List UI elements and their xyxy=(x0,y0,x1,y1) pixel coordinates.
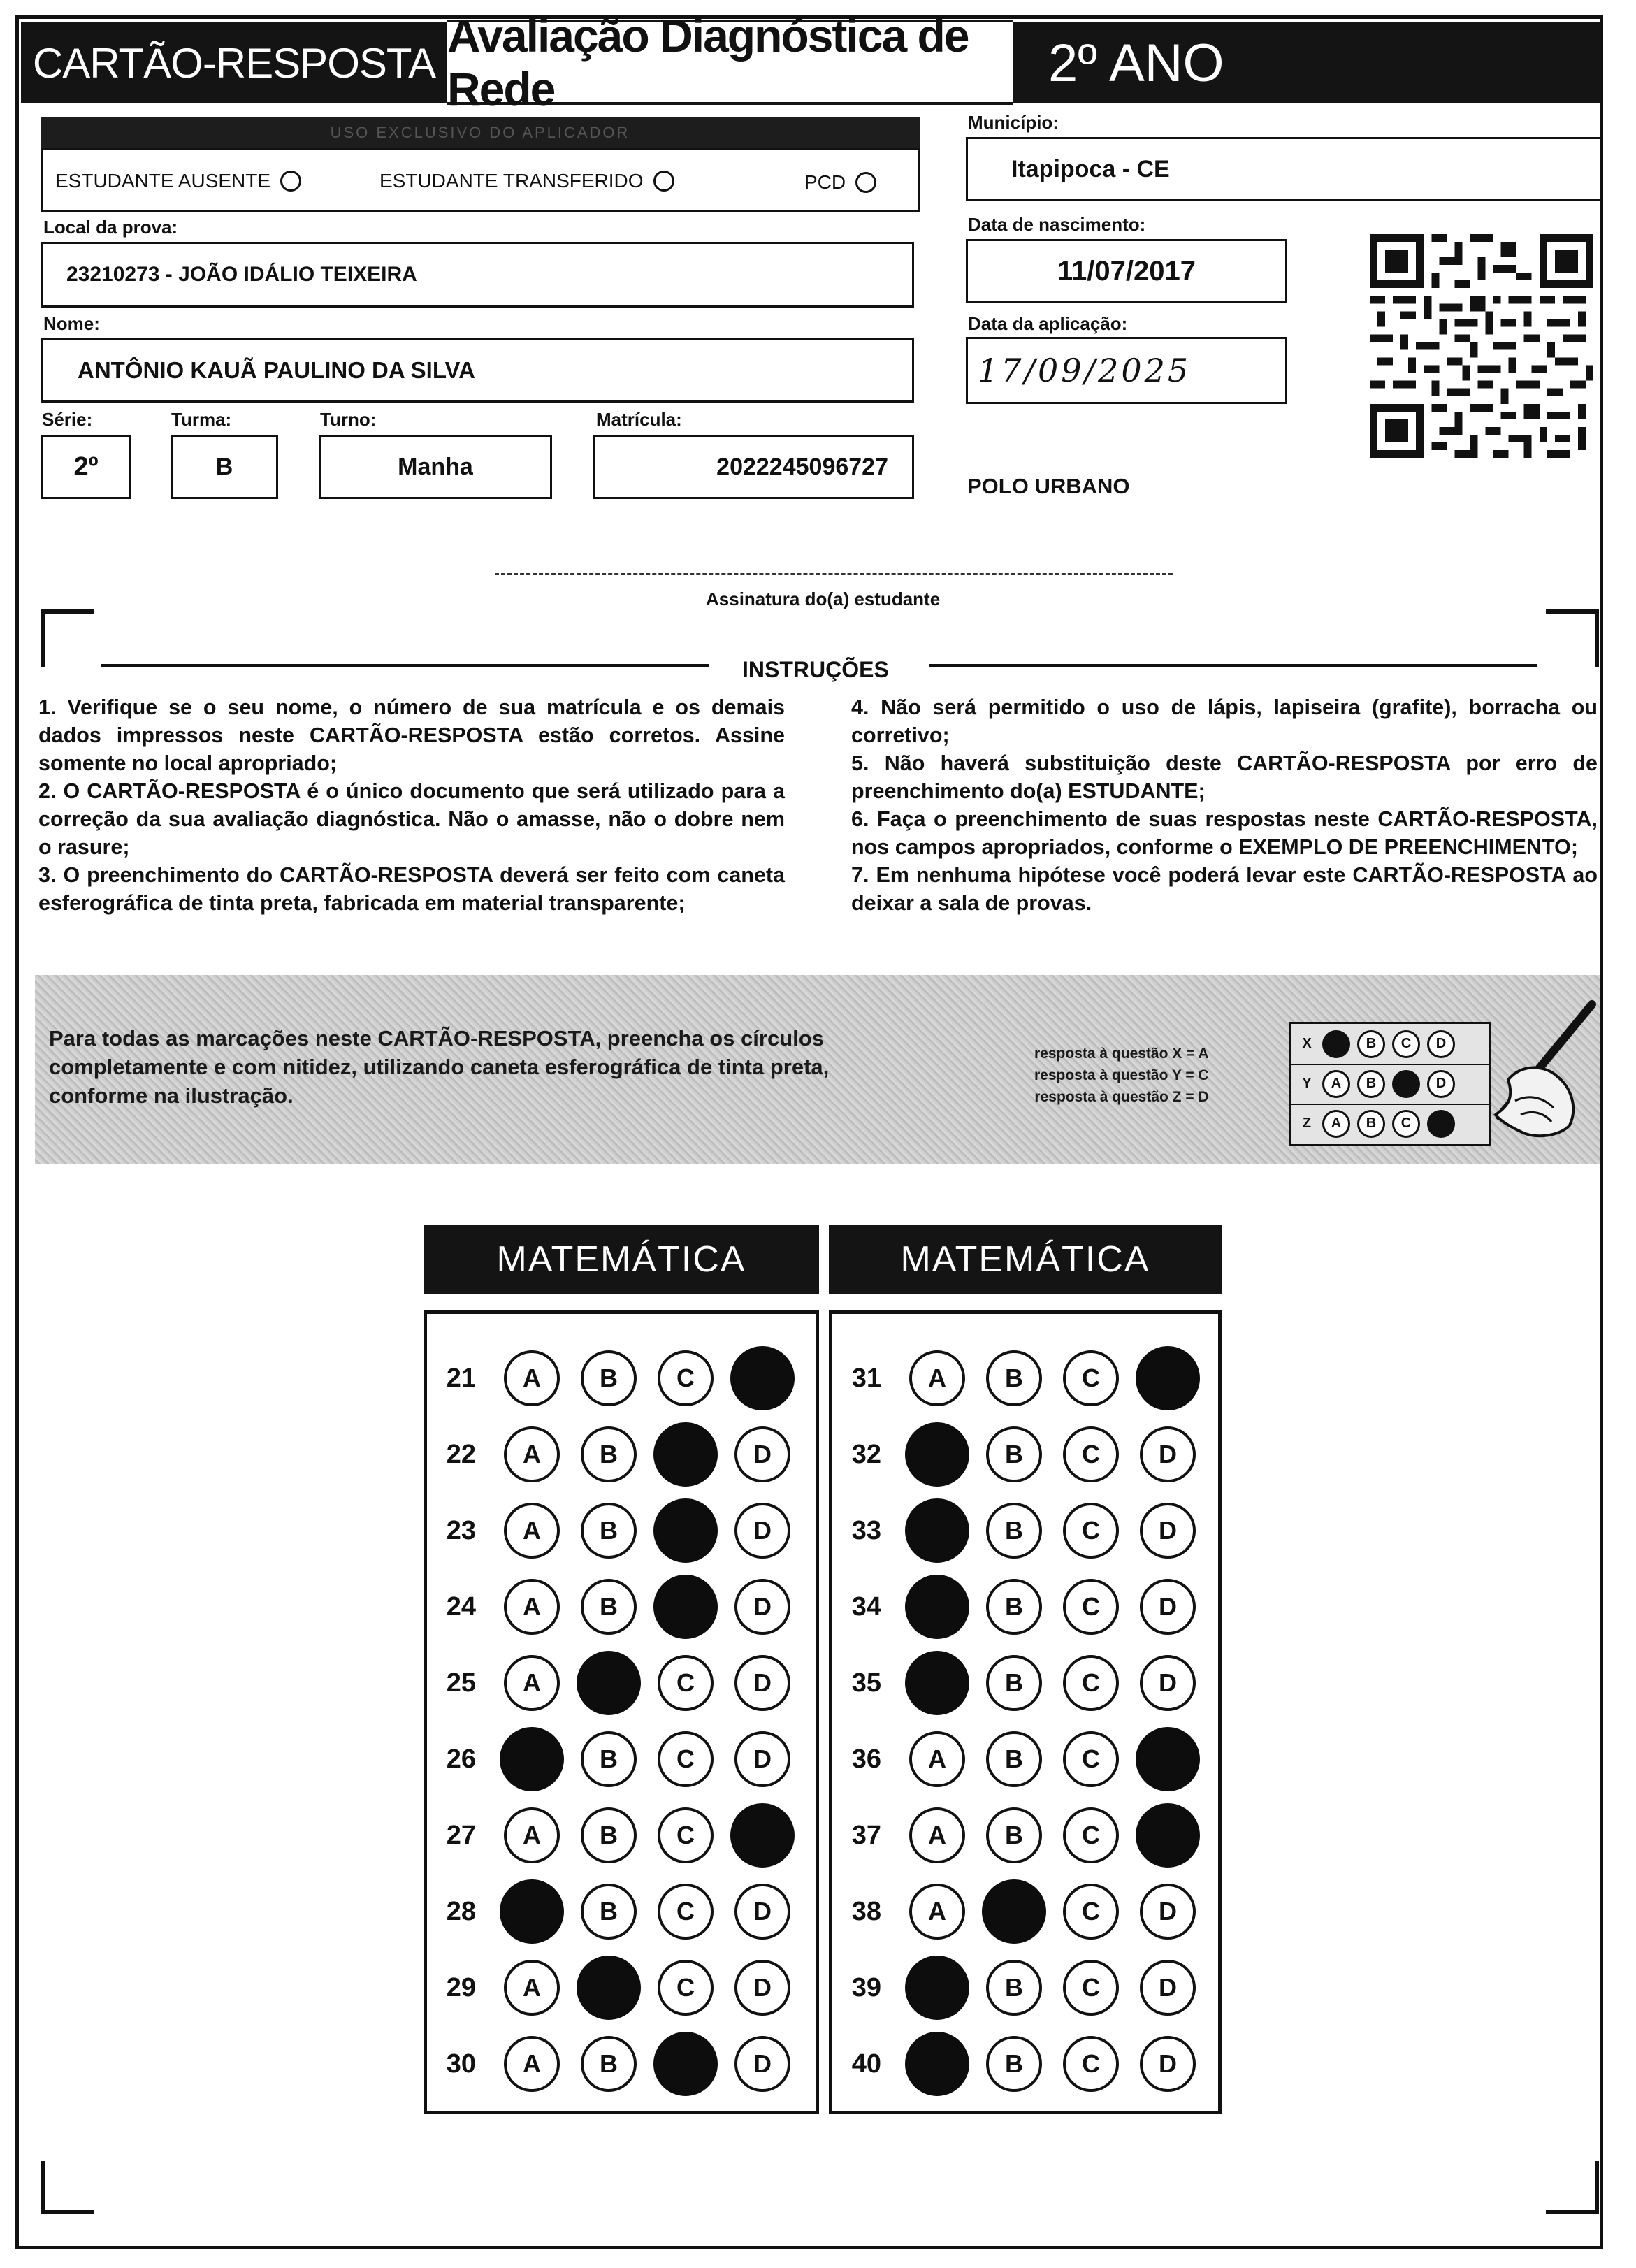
application-date-field[interactable]: 17/09/2025 xyxy=(966,337,1287,404)
question-row-28 xyxy=(427,1877,790,1946)
card-title: CARTÃO-RESPOSTA xyxy=(21,22,447,103)
instructions-rule-right xyxy=(929,664,1537,667)
matricula-field: 2022245096727 xyxy=(593,435,914,499)
example-row xyxy=(1291,1104,1489,1143)
answer-bubble-34-d[interactable]: D xyxy=(1140,1579,1196,1635)
serie-label: Série: xyxy=(42,409,93,430)
example-bubble-c: C xyxy=(1392,1110,1420,1138)
answer-bubble-30-d[interactable]: D xyxy=(734,2036,790,2092)
municipio-field: Itapipoca - CE xyxy=(966,137,1602,201)
answer-bubble-31-a[interactable]: A xyxy=(909,1350,965,1406)
example-bubble-c xyxy=(1392,1070,1420,1098)
question-number: 33 xyxy=(851,1515,881,1545)
question-row-34 xyxy=(832,1572,1196,1642)
answer-bubble-27-c[interactable]: C xyxy=(658,1807,714,1863)
question-number: 25 xyxy=(446,1668,476,1698)
question-row-24 xyxy=(427,1572,790,1642)
example-row-key: Z xyxy=(1302,1115,1312,1131)
municipio-label: Município: xyxy=(968,112,1059,133)
answer-bubble-37-d[interactable] xyxy=(1136,1803,1200,1868)
option-transferred-label: ESTUDANTE TRANSFERIDO xyxy=(379,170,644,192)
transferred-circle[interactable] xyxy=(653,171,674,192)
corner-mark-tr xyxy=(1546,609,1599,667)
answer-bubble-33-d[interactable]: D xyxy=(1140,1503,1196,1559)
answer-bubble-37-a[interactable]: A xyxy=(909,1807,965,1863)
question-row-25 xyxy=(427,1648,790,1718)
answer-bubble-27-a[interactable]: A xyxy=(504,1807,560,1863)
example-row-key: X xyxy=(1302,1036,1312,1051)
example-bubble-c: C xyxy=(1392,1030,1420,1058)
answer-bubble-40-b[interactable]: B xyxy=(986,2036,1042,2092)
answer-bubble-29-d[interactable]: D xyxy=(734,1960,790,2016)
local-field: 23210273 - JOÃO IDÁLIO TEIXEIRA xyxy=(41,242,914,308)
question-number: 37 xyxy=(851,1820,881,1850)
answer-bubble-36-a[interactable]: A xyxy=(909,1731,965,1787)
question-row-35 xyxy=(832,1648,1196,1718)
exam-title: Avaliação Diagnóstica de Rede xyxy=(447,20,1013,105)
example-row xyxy=(1291,1024,1489,1065)
answer-bubble-38-b[interactable] xyxy=(982,1879,1046,1944)
question-number: 22 xyxy=(446,1439,476,1469)
question-row-21 xyxy=(427,1343,790,1413)
example-text: Para todas as marcações neste CARTÃO-RESPOSTA, preencha os círculos completamente e com nitidez, utilizando caneta esferográfica de tinta preta, conforme na ilustração. xyxy=(49,1026,830,1108)
question-row-37 xyxy=(832,1800,1196,1870)
example-grid xyxy=(1289,1022,1491,1146)
answer-bubble-32-d[interactable]: D xyxy=(1140,1426,1196,1482)
question-number: 30 xyxy=(446,2049,476,2079)
question-number: 40 xyxy=(851,2049,881,2079)
answer-bubble-29-c[interactable]: C xyxy=(658,1960,714,2016)
answer-bubble-30-a[interactable]: A xyxy=(504,2036,560,2092)
qr-code xyxy=(1370,234,1593,458)
answer-bubble-34-c[interactable]: C xyxy=(1063,1579,1119,1635)
signature-line[interactable] xyxy=(495,573,1173,575)
option-absent-label: ESTUDANTE AUSENTE xyxy=(55,170,271,192)
instruction-1: 1. Verifique se o seu nome, o número de sua matrícula e os demais dados impressos neste CARTÃO-RESPOSTA estão corretos. Assine somente no local apropriado; xyxy=(38,695,785,775)
question-row-27 xyxy=(427,1800,790,1870)
answer-bubble-31-d[interactable] xyxy=(1136,1346,1200,1410)
instruction-3: 3. O preenchimento do CARTÃO-RESPOSTA deverá ser feito com caneta esferográfica de tinta preta, fabricada em material transparente; xyxy=(38,863,785,915)
answer-bubble-37-b[interactable]: B xyxy=(986,1807,1042,1863)
answer-bubble-38-c[interactable]: C xyxy=(1063,1884,1119,1940)
question-number: 26 xyxy=(446,1744,476,1774)
option-pcd[interactable] xyxy=(804,171,876,194)
answer-bubble-36-b[interactable]: B xyxy=(986,1731,1042,1787)
answer-bubble-24-b[interactable]: B xyxy=(581,1579,637,1635)
absent-circle[interactable] xyxy=(280,171,301,192)
example-bubble-a xyxy=(1322,1030,1350,1058)
answer-bubble-25-d[interactable]: D xyxy=(734,1655,790,1711)
question-row-29 xyxy=(427,1953,790,2023)
question-number: 21 xyxy=(446,1363,476,1393)
example-bubble-b: B xyxy=(1357,1070,1385,1098)
question-number: 39 xyxy=(851,1972,881,2002)
answer-bubble-39-b[interactable]: B xyxy=(986,1960,1042,2016)
question-number: 27 xyxy=(446,1820,476,1850)
turno-field: Manha xyxy=(319,435,552,499)
answer-bubble-34-a[interactable] xyxy=(905,1575,969,1639)
answer-bubble-22-a[interactable]: A xyxy=(504,1426,560,1482)
answer-bubble-36-d[interactable] xyxy=(1136,1727,1200,1791)
answer-bubble-28-d[interactable]: D xyxy=(734,1884,790,1940)
question-number: 34 xyxy=(851,1591,881,1621)
answer-bubble-30-b[interactable]: B xyxy=(581,2036,637,2092)
option-transferred[interactable] xyxy=(379,170,674,192)
example-row xyxy=(1291,1064,1489,1105)
question-row-30 xyxy=(427,2029,790,2099)
answer-bubble-33-b[interactable]: B xyxy=(986,1503,1042,1559)
birthdate-label: Data de nascimento: xyxy=(968,214,1146,235)
answer-bubble-38-a[interactable]: A xyxy=(909,1884,965,1940)
question-number: 36 xyxy=(851,1744,881,1774)
name-label: Nome: xyxy=(43,313,100,334)
answer-bubble-22-d[interactable]: D xyxy=(734,1426,790,1482)
option-pcd-label: PCD xyxy=(804,171,846,193)
answer-bubble-31-c[interactable]: C xyxy=(1063,1350,1119,1406)
answer-bubble-26-d[interactable]: D xyxy=(734,1731,790,1787)
answer-bubble-23-b[interactable]: B xyxy=(581,1503,637,1559)
question-number: 31 xyxy=(851,1363,881,1393)
question-number: 24 xyxy=(446,1591,476,1621)
question-row-22 xyxy=(427,1420,790,1489)
answer-bubble-21-a[interactable]: A xyxy=(504,1350,560,1406)
answer-bubble-35-b[interactable]: B xyxy=(986,1655,1042,1711)
instruction-2: 2. O CARTÃO-RESPOSTA é o único documento que será utilizado para a correção da sua avaliação diagnóstica. Não o amasse, não o dobre nem o rasure; xyxy=(38,779,785,859)
question-number: 29 xyxy=(446,1972,476,2002)
answer-bubble-39-c[interactable]: C xyxy=(1063,1960,1119,2016)
example-bubble-b: B xyxy=(1357,1110,1385,1138)
answer-bubble-27-b[interactable]: B xyxy=(581,1807,637,1863)
hand-pen-icon xyxy=(1480,996,1606,1143)
answer-bubble-34-b[interactable]: B xyxy=(986,1579,1042,1635)
instructions-right xyxy=(851,693,1598,917)
question-number: 28 xyxy=(446,1896,476,1926)
applicator-bar: USO EXCLUSIVO DO APLICADOR xyxy=(41,117,920,149)
answer-bubble-35-d[interactable]: D xyxy=(1140,1655,1196,1711)
example-bubble-d: D xyxy=(1427,1070,1455,1098)
answer-bubble-23-d[interactable]: D xyxy=(734,1503,790,1559)
question-number: 38 xyxy=(851,1896,881,1926)
answer-bubble-23-c[interactable] xyxy=(653,1498,718,1563)
option-absent[interactable] xyxy=(55,170,301,192)
turno-label: Turno: xyxy=(320,409,377,430)
local-label: Local da prova: xyxy=(43,217,178,238)
question-row-40 xyxy=(832,2029,1196,2099)
instructions-left xyxy=(38,693,785,917)
answer-bubble-26-b[interactable]: B xyxy=(581,1731,637,1787)
example-bubble-a: A xyxy=(1322,1110,1350,1138)
answer-bubble-28-a[interactable] xyxy=(500,1879,564,1944)
example-line-z: resposta à questão Z = D xyxy=(1034,1089,1209,1105)
answer-bubble-27-d[interactable] xyxy=(730,1803,795,1868)
question-row-38 xyxy=(832,1877,1196,1946)
answer-bubble-29-b[interactable] xyxy=(577,1956,641,2020)
application-date-label: Data da aplicação: xyxy=(968,313,1128,334)
question-number: 23 xyxy=(446,1515,476,1545)
answer-bubble-22-b[interactable]: B xyxy=(581,1426,637,1482)
answer-bubble-21-b[interactable]: B xyxy=(581,1350,637,1406)
answer-bubble-37-c[interactable]: C xyxy=(1063,1807,1119,1863)
example-bubble-d: D xyxy=(1427,1030,1455,1058)
example-bubble-a: A xyxy=(1322,1070,1350,1098)
example-legend xyxy=(1034,1043,1209,1108)
subject-header-2: MATEMÁTICA xyxy=(829,1225,1222,1294)
answer-bubble-26-a[interactable] xyxy=(500,1727,564,1791)
answer-bubble-28-c[interactable]: C xyxy=(658,1884,714,1940)
answer-bubble-30-c[interactable] xyxy=(653,2032,718,2096)
answer-bubble-23-a[interactable]: A xyxy=(504,1503,560,1559)
example-bubble-b: B xyxy=(1357,1030,1385,1058)
answer-bubble-31-b[interactable]: B xyxy=(986,1350,1042,1406)
question-row-26 xyxy=(427,1724,790,1794)
answer-bubble-40-d[interactable]: D xyxy=(1140,2036,1196,2092)
question-row-32 xyxy=(832,1420,1196,1489)
answer-bubble-40-a[interactable] xyxy=(905,2032,969,2096)
signature-label: Assinatura do(a) estudante xyxy=(706,588,941,609)
answer-bubble-40-c[interactable]: C xyxy=(1063,2036,1119,2092)
question-row-36 xyxy=(832,1724,1196,1794)
answer-bubble-29-a[interactable]: A xyxy=(504,1960,560,2016)
answer-bubble-39-d[interactable]: D xyxy=(1140,1960,1196,2016)
instructions-rule-left xyxy=(101,664,709,667)
serie-field: 2º xyxy=(41,435,131,499)
turma-field: B xyxy=(171,435,278,499)
question-row-23 xyxy=(427,1496,790,1566)
answer-bubble-33-c[interactable]: C xyxy=(1063,1503,1119,1559)
answer-bubble-21-d[interactable] xyxy=(730,1346,795,1410)
corner-mark-tl xyxy=(41,609,94,667)
instruction-7: 7. Em nenhuma hipótese você poderá levar este CARTÃO-RESPOSTA ao deixar a sala de provas. xyxy=(851,863,1598,915)
answer-bubble-25-c[interactable]: C xyxy=(658,1655,714,1711)
subject-header-1: MATEMÁTICA xyxy=(424,1225,819,1294)
birthdate-field: 11/07/2017 xyxy=(966,239,1287,303)
answer-bubble-25-b[interactable] xyxy=(577,1651,641,1715)
example-row-key: Y xyxy=(1302,1076,1312,1091)
example-line-x: resposta à questão X = A xyxy=(1034,1046,1209,1062)
answer-bubble-24-c[interactable] xyxy=(653,1575,718,1639)
question-number: 35 xyxy=(851,1668,881,1698)
corner-mark-bl xyxy=(41,2161,94,2214)
pcd-circle[interactable] xyxy=(855,172,876,193)
question-row-33 xyxy=(832,1496,1196,1566)
corner-mark-br xyxy=(1546,2161,1599,2214)
instruction-6: 6. Faça o preenchimento de suas respostas neste CARTÃO-RESPOSTA, nos campos apropriados, conforme o EXEMPLO DE PREENCHIMENTO; xyxy=(851,807,1598,859)
question-number: 32 xyxy=(851,1439,881,1469)
instruction-4: 4. Não será permitido o uso de lápis, lapiseira (grafite), borracha ou corretivo; xyxy=(851,695,1598,747)
answer-bubble-38-d[interactable]: D xyxy=(1140,1884,1196,1940)
grade-title: 2º ANO xyxy=(1013,22,1600,103)
instruction-5: 5. Não haverá substituição deste CARTÃO-RESPOSTA por erro de preenchimento do(a) ESTUDANTE; xyxy=(851,751,1598,803)
polo-text: POLO URBANO xyxy=(967,474,1130,498)
answer-bubble-39-a[interactable] xyxy=(905,1956,969,2020)
applicator-box xyxy=(41,148,920,212)
answer-bubble-21-c[interactable]: C xyxy=(658,1350,714,1406)
answer-bubble-22-c[interactable] xyxy=(653,1422,718,1487)
question-row-39 xyxy=(832,1953,1196,2023)
instructions-title: INSTRUÇÕES xyxy=(742,657,889,682)
answer-bubble-28-b[interactable]: B xyxy=(581,1884,637,1940)
answer-block-1 xyxy=(424,1310,819,2114)
answer-bubble-24-d[interactable]: D xyxy=(734,1579,790,1635)
turma-label: Turma: xyxy=(171,409,232,430)
question-row-31 xyxy=(832,1343,1196,1413)
matricula-label: Matrícula: xyxy=(596,409,682,430)
answer-bubble-35-c[interactable]: C xyxy=(1063,1655,1119,1711)
answer-bubble-35-a[interactable] xyxy=(905,1651,969,1715)
answer-block-2 xyxy=(829,1310,1222,2114)
example-line-y: resposta à questão Y = C xyxy=(1034,1067,1209,1083)
example-bubble-d xyxy=(1427,1110,1455,1138)
answer-bubble-33-a[interactable] xyxy=(905,1498,969,1563)
answer-bubble-26-c[interactable]: C xyxy=(658,1731,714,1787)
answer-bubble-25-a[interactable]: A xyxy=(504,1655,560,1711)
answer-bubble-32-a[interactable] xyxy=(905,1422,969,1487)
answer-bubble-32-c[interactable]: C xyxy=(1063,1426,1119,1482)
name-field: ANTÔNIO KAUÃ PAULINO DA SILVA xyxy=(41,338,914,403)
answer-bubble-36-c[interactable]: C xyxy=(1063,1731,1119,1787)
answer-bubble-32-b[interactable]: B xyxy=(986,1426,1042,1482)
answer-bubble-24-a[interactable]: A xyxy=(504,1579,560,1635)
